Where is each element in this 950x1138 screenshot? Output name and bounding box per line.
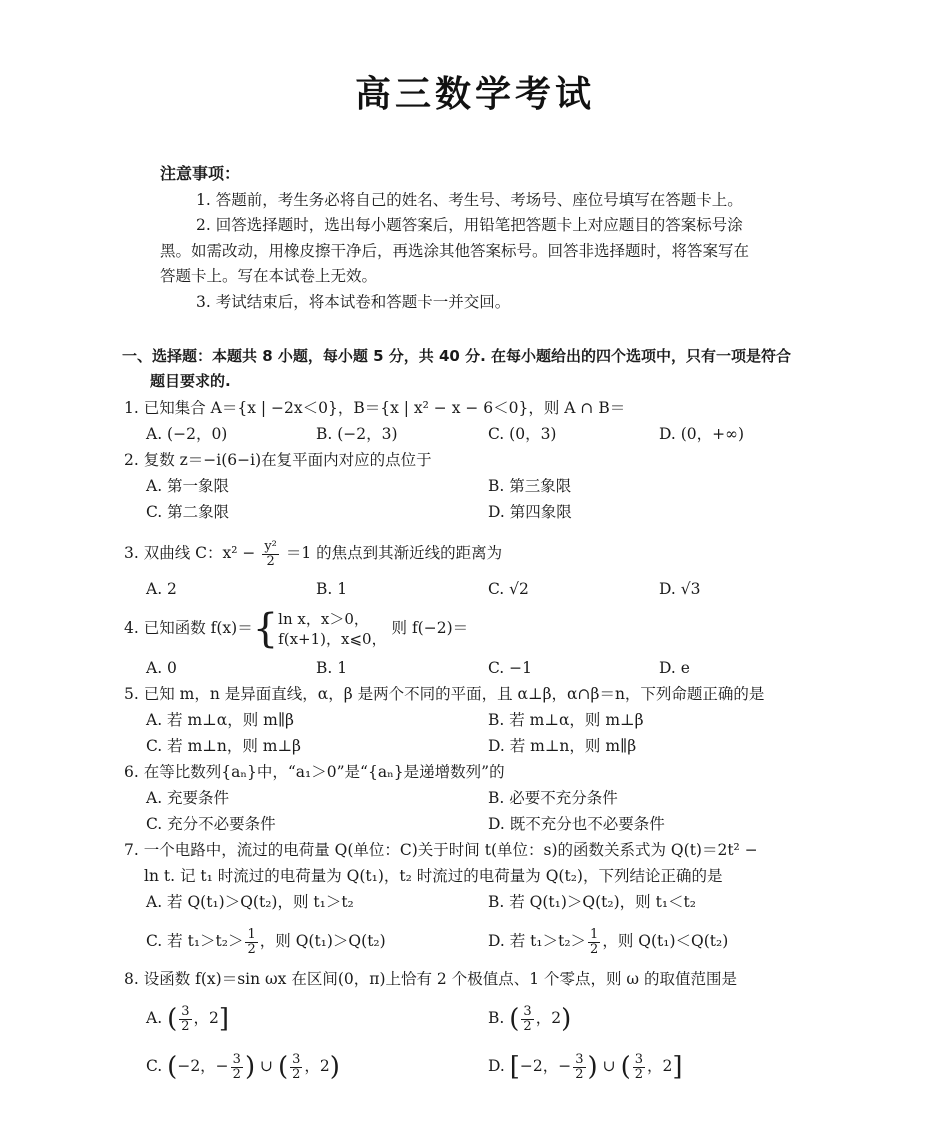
q6-option-a: A. 充要条件 (146, 789, 230, 807)
q3-option-c: C. √2 (488, 580, 529, 598)
q8-a-label: A. (146, 1009, 163, 1027)
q7-option-d (488, 923, 728, 959)
q8-a-tail: ，2 (193, 1009, 219, 1027)
notice-item-2-line-1: 2. 回答选择题时，选出每小题答案后，用铅笔把答题卡上对应题目的答案标号涂 (196, 216, 743, 234)
q5-option-d: D. 若 m⊥n，则 m∥β (488, 737, 637, 755)
q2-option-c: C. 第二象限 (146, 503, 230, 521)
q7-d-frac-den: 2 (590, 941, 599, 957)
q2-stem: 2. 复数 z＝−i(6−i)在复平面内对应的点位于 (124, 451, 432, 469)
q6-option-c: C. 充分不必要条件 (146, 815, 276, 833)
q4-case-2: f(x+1)，x⩽0， (278, 630, 387, 648)
q2-option-d: D. 第四象限 (488, 503, 572, 521)
q8-c-fraction-1 (231, 1053, 243, 1082)
q8-c-frac2-num: 3 (292, 1051, 301, 1067)
q8-option-b (488, 998, 571, 1039)
q8-c-frac1-num: 3 (232, 1051, 241, 1067)
q8-c-rp1: ) (244, 1052, 256, 1082)
q7-c-frac-den: 2 (247, 941, 256, 957)
q8-d-frac2-num: 3 (634, 1051, 643, 1067)
q8-d-union: ∪ (602, 1057, 616, 1075)
q1-option-c: C. (0，3) (488, 425, 557, 443)
q3-stem (124, 535, 502, 571)
q4-option-a: A. 0 (146, 659, 177, 677)
q8-c-fraction-2 (290, 1053, 302, 1082)
q7-option-c-pre: C. 若 t₁＞t₂＞ (146, 932, 244, 950)
q8-d-label: D. (488, 1057, 505, 1075)
q5-option-c: C. 若 m⊥n，则 m⊥β (146, 737, 302, 755)
q1-stem: 1. 已知集合 A＝{x | −2x＜0}，B＝{x | x² − x − 6＜0}，则 A ∩ B＝ (124, 399, 626, 417)
q8-b-frac-num: 3 (523, 1003, 532, 1019)
q4-brace: { (252, 606, 279, 652)
q3-stem-post: ＝1 的焦点到其渐近线的距离为 (285, 544, 503, 562)
q8-c-union: ∪ (260, 1057, 274, 1075)
q4-case-1: ln x，x＞0， (278, 610, 369, 628)
q7-option-d-pre: D. 若 t₁＞t₂＞ (488, 932, 587, 950)
q8-d-rp1: ) (587, 1052, 598, 1082)
q5-option-a: A. 若 m⊥α，则 m∥β (146, 711, 294, 729)
notice-item-3: 3. 考试结束后，将本试卷和答题卡一并交回。 (196, 293, 511, 311)
q8-c-lp1: ( (167, 1052, 178, 1082)
q8-c-part1: −2，− (177, 1057, 229, 1075)
notice-item-2-line-2: 黑。如需改动，用橡皮擦干净后，再选涂其他答案标号。回答非选择题时，将答案写在 (160, 242, 750, 260)
q7-c-frac-num: 1 (247, 926, 256, 942)
q7-option-c (146, 923, 386, 959)
q5-option-b: B. 若 m⊥α，则 m⊥β (488, 711, 644, 729)
q8-b-label: B. (488, 1009, 505, 1027)
q4-option-d: D. e (659, 659, 690, 677)
q8-option-c (146, 1046, 340, 1087)
q8-b-tail: ，2 (535, 1009, 562, 1027)
q8-c-tail: ，2 (304, 1057, 330, 1075)
q7-option-c-fraction (245, 928, 257, 957)
q8-d-rb: ] (672, 1052, 683, 1082)
q8-d-lp2: ( (620, 1052, 631, 1082)
q3-stem-pre: 3. 双曲线 C：x² − (124, 544, 256, 562)
q7-option-d-fraction (588, 928, 600, 957)
q8-a-frac-den: 2 (181, 1018, 190, 1034)
q8-a-open: ( (167, 1004, 178, 1034)
notice-item-2-line-3: 答题卡上。写在本试卷上无效。 (160, 267, 378, 285)
q1-option-d: D. (0，+∞) (659, 425, 745, 443)
q5-stem: 5. 已知 m，n 是异面直线，α，β 是两个不同的平面，且 α⊥β，α∩β＝n，下列命题正确的是 (124, 685, 765, 703)
q8-option-a (146, 998, 229, 1039)
q4-option-b: B. 1 (316, 659, 348, 677)
q3-fraction-numerator: y² (264, 538, 277, 554)
q7-stem-line-1: 7. 一个电路中，流过的电荷量 Q(单位：C)关于时间 t(单位：s)的函数关系式为 Q(t)＝2t² − (124, 841, 758, 859)
q1-option-b: B. (−2，3) (316, 425, 398, 443)
page-title: 高三数学考试 (354, 74, 595, 115)
q4-stem-post: 则 f(−2)＝ (391, 619, 469, 637)
q8-b-open: ( (509, 1004, 520, 1034)
q8-d-frac1-den: 2 (575, 1066, 584, 1082)
q8-d-frac1-num: 3 (575, 1051, 584, 1067)
q3-option-d: D. √3 (659, 580, 701, 598)
q8-c-lp2: ( (277, 1052, 289, 1082)
q4-piecewise (278, 609, 386, 649)
q7-stem-line-2: ln t. 记 t₁ 时流过的电荷量为 Q(t₁)，t₂ 时流过的电荷量为 Q(t₂)，下列结论正确的是 (144, 867, 723, 885)
q8-c-rp2: ) (329, 1052, 340, 1082)
q8-d-fraction-1 (573, 1053, 585, 1082)
q7-option-c-post: ，则 Q(t₁)＞Q(t₂) (259, 932, 386, 950)
q6-option-d: D. 既不充分也不必要条件 (488, 815, 665, 833)
q8-stem: 8. 设函数 f(x)＝sin ωx 在区间(0，π)上恰有 2 个极值点、1 个零点，则 ω 的取值范围是 (124, 970, 737, 988)
q7-option-a: A. 若 Q(t₁)＞Q(t₂)，则 t₁＞t₂ (146, 893, 354, 911)
q1-option-a: A. (−2，0) (146, 425, 228, 443)
q8-a-fraction (179, 1005, 191, 1034)
q2-option-b: B. 第三象限 (488, 477, 572, 495)
section-1-heading-cont: 题目要求的. (150, 372, 231, 390)
q3-option-a: A. 2 (146, 580, 177, 598)
q8-b-fraction (521, 1005, 533, 1034)
q8-d-part1: −2，− (519, 1057, 572, 1075)
q8-c-frac2-den: 2 (292, 1066, 301, 1082)
q8-d-fraction-2 (633, 1053, 645, 1082)
q8-c-frac1-den: 2 (232, 1066, 241, 1082)
q8-option-d (488, 1046, 683, 1087)
notice-heading: 注意事项： (160, 164, 241, 183)
q8-b-frac-den: 2 (523, 1018, 532, 1034)
section-1-heading: 一、选择题：本题共 8 小题，每小题 5 分，共 40 分. 在每小题给出的四个选项中，只有一项是符合 (122, 347, 792, 365)
q3-fraction (262, 540, 279, 569)
q6-option-b: B. 必要不充分条件 (488, 789, 618, 807)
q2-option-a: A. 第一象限 (146, 477, 230, 495)
q8-d-lb: [ (509, 1052, 520, 1082)
q4-stem (124, 606, 468, 650)
q7-option-d-post: ，则 Q(t₁)＜Q(t₂) (602, 932, 729, 950)
q3-fraction-denominator: 2 (266, 553, 275, 569)
q6-stem: 6. 在等比数列{aₙ}中，“a₁＞0”是“{aₙ}是递增数列”的 (124, 763, 505, 781)
notice-item-1: 1. 答题前，考生务必将自己的姓名、考生号、考场号、座位号填写在答题卡上。 (196, 191, 743, 209)
q4-option-c: C. −1 (488, 659, 533, 677)
q8-d-tail: ，2 (647, 1057, 673, 1075)
q8-c-label: C. (146, 1057, 163, 1075)
q4-stem-pre: 4. 已知函数 f(x)＝ (124, 619, 253, 637)
q8-d-frac2-den: 2 (634, 1066, 643, 1082)
q8-a-close: ] (218, 1004, 230, 1034)
q8-a-frac-num: 3 (181, 1003, 190, 1019)
q3-option-b: B. 1 (316, 580, 348, 598)
q7-d-frac-num: 1 (590, 926, 599, 942)
q8-b-close: ) (561, 1004, 572, 1034)
q7-option-b: B. 若 Q(t₁)＞Q(t₂)，则 t₁＜t₂ (488, 893, 696, 911)
